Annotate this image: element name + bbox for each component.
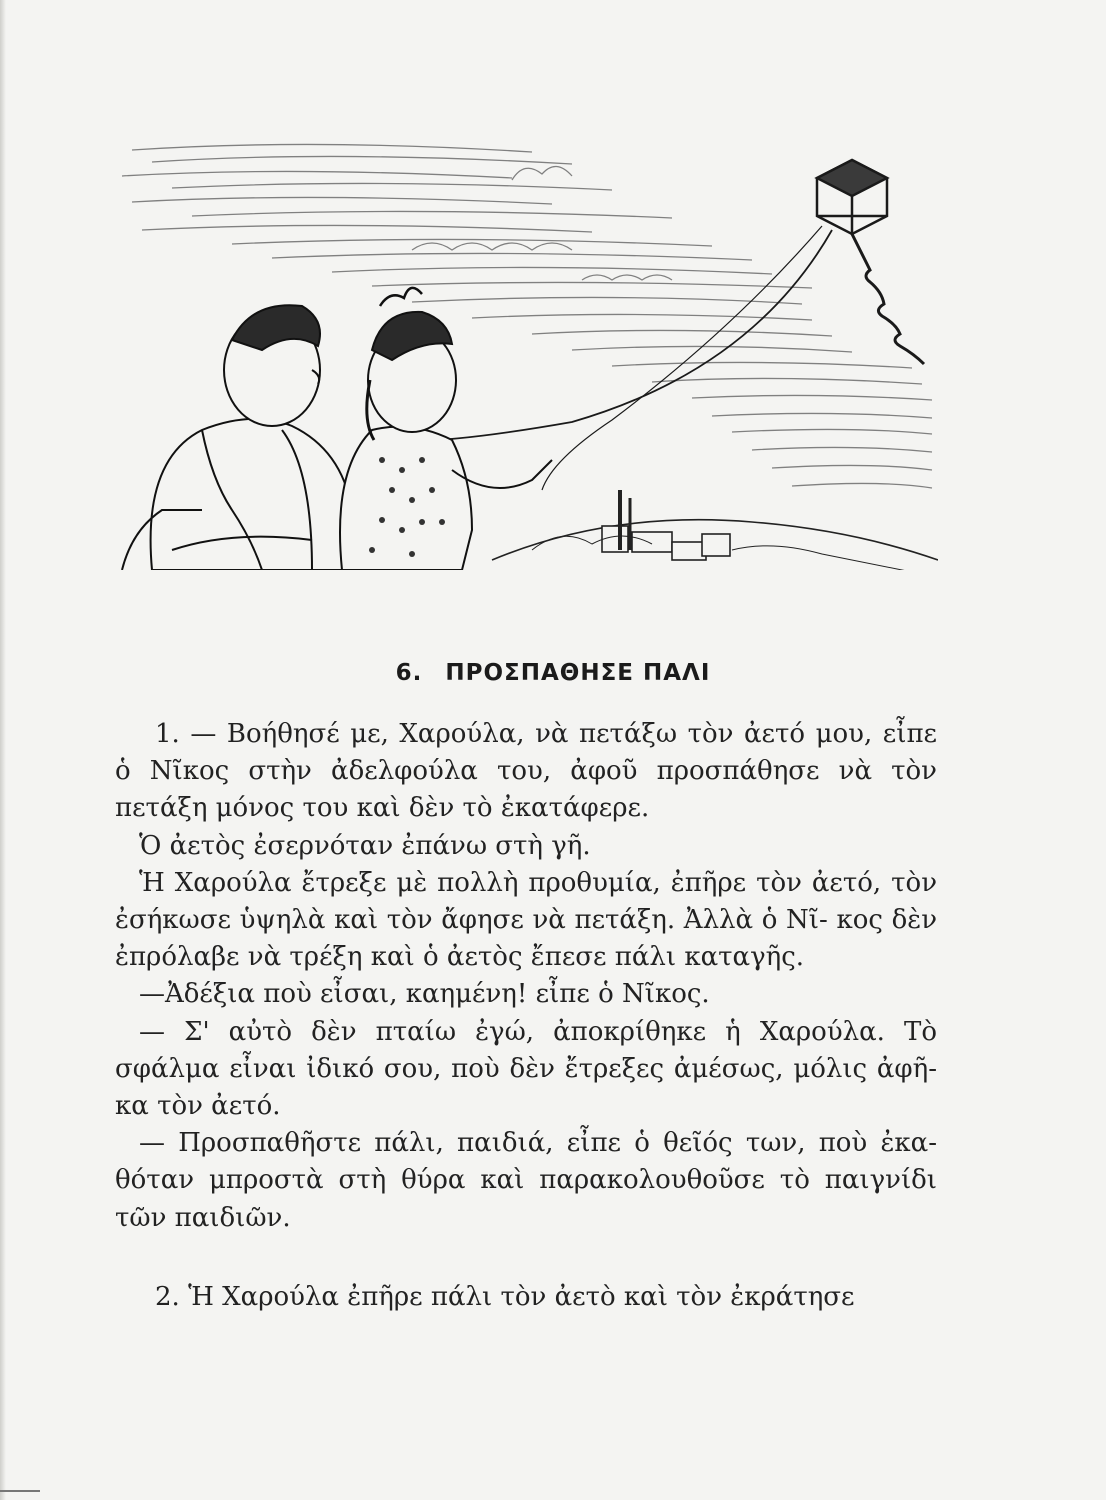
paragraph [115, 1125, 937, 1237]
boy-figure [122, 305, 372, 570]
paragraph [115, 828, 937, 865]
paragraph [115, 976, 937, 1013]
text-line: 2. Ἡ Χαρούλα ἐπῆρε πάλι τὸν ἀετὸ καὶ τὸν ἐκράτησε [155, 1281, 855, 1312]
chapter-title: ΠΡΟΣΠΑΘΗΣΕ ΠΑΛΙ [445, 660, 711, 686]
village-hills [492, 490, 938, 570]
section-gap [115, 1237, 937, 1279]
paragraph [115, 716, 937, 828]
text-line: θόταν μπροστὰ στὴ θύρα καὶ παρακολουθοῦσε τὸ παιγνίδι [115, 1165, 937, 1196]
text-line: πετάξη μόνος του καὶ δὲν τὸ ἐκατάφερε. [115, 793, 650, 824]
text-line: Ἡ Χαρούλα ἔτρεξε μὲ πολλὴ προθυμία, ἐπῆρε τὸν ἀετό, [139, 867, 882, 898]
page-edge-mark [0, 1490, 40, 1492]
page-edge-shadow [0, 0, 6, 1500]
kite [817, 160, 924, 364]
text-line: εἶπε ὁ Νῖκος στὴν ἀδελφούλα του, ἀφοῦ προσπάθησε νὰ τὸν [115, 719, 938, 787]
paragraph [115, 865, 937, 977]
paragraph [115, 1279, 937, 1316]
girl-figure [340, 288, 552, 570]
chapter-number: 6. [395, 660, 423, 686]
text-line: κα τὸν ἀετό. [115, 1091, 281, 1122]
text-line: — Σ' αὐτὸ δὲν πταίω ἐγώ, ἀποκρίθηκε ἡ Χαρούλα. Τὸ [139, 1016, 937, 1047]
text-line: 1. — Βοήθησέ με, Χαρούλα, νὰ πετάξω τὸν ἀετό μου, [155, 719, 873, 749]
text-line: τὸν ἐσήκωσε ὑψηλὰ καὶ τὸν ἄφησε νὰ πετάξη. Ἀλλὰ ὁ Νῖ- [115, 867, 937, 936]
text-line: τῶν παιδιῶν. [115, 1202, 291, 1233]
text-line: κος δὲν ἐπρόλαβε νὰ τρέξη καὶ ὁ ἀετὸς ἔπεσε πάλι καταγῆς. [115, 905, 938, 973]
kite-illustration [112, 130, 938, 570]
text-line: Ὁ ἀετὸς ἐσερνόταν ἐπάνω στὴ γῆ. [139, 830, 591, 861]
text-line: σφάλμα εἶναι ἰδικό σου, ποὺ δὲν ἔτρεξες ἀμέσως, μόλις ἀφῆ- [115, 1053, 937, 1084]
text-line: — Προσπαθῆστε πάλι, παιδιά, εἶπε ὁ θεῖός των, ποὺ ἐκα- [139, 1128, 937, 1159]
chapter-heading [0, 660, 1106, 686]
story-text [115, 716, 937, 1316]
paragraph [115, 1014, 937, 1126]
text-line: —Ἀδέξια ποὺ εἶσαι, καημένη! εἶπε ὁ Νῖκος. [139, 979, 710, 1010]
